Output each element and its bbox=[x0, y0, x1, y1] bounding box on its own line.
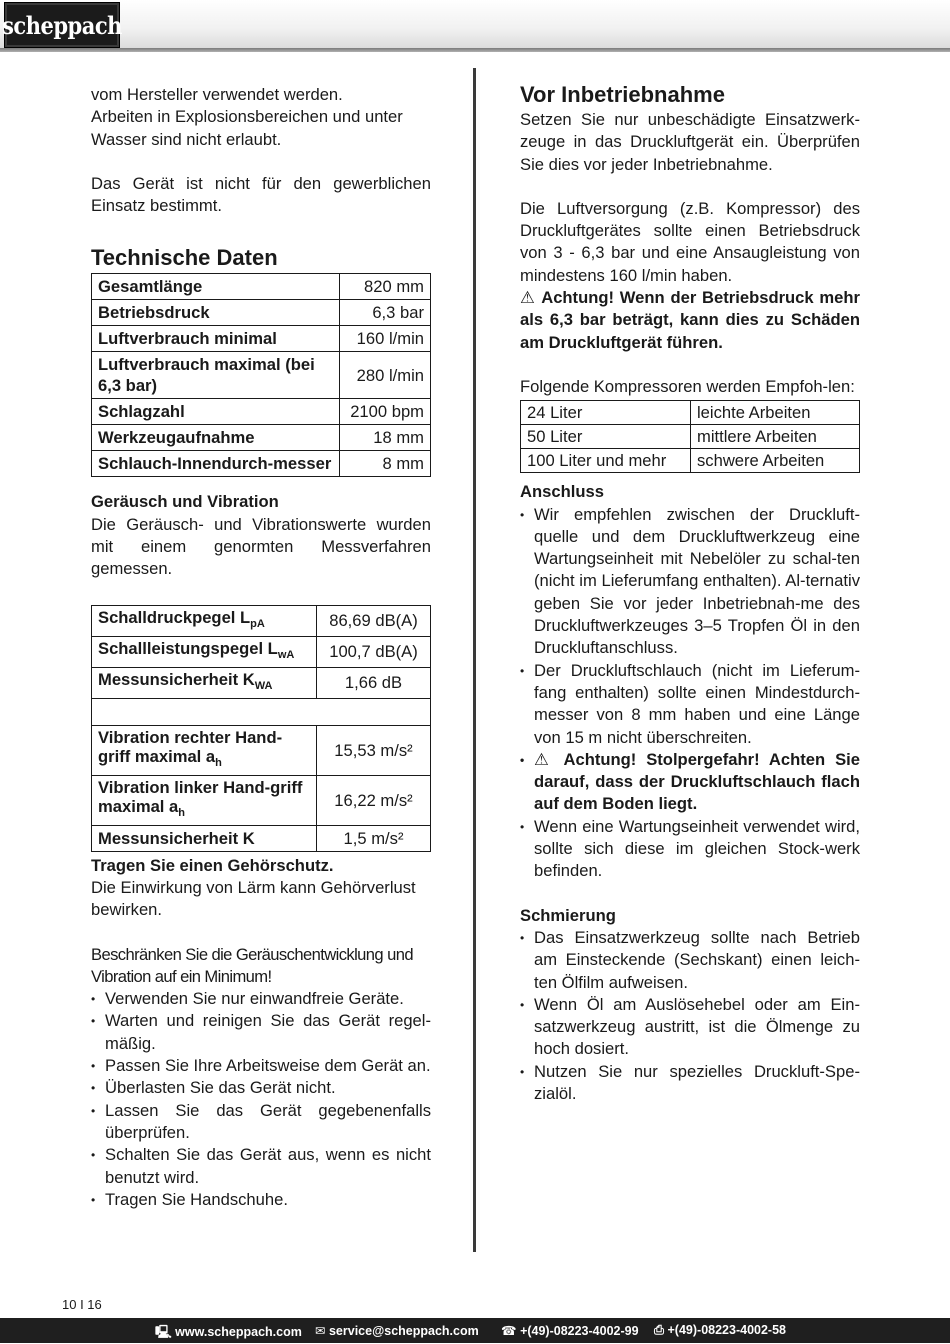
noise-label-text: Vibration rechter Hand-griff maximal a bbox=[98, 727, 283, 766]
compressor-row bbox=[521, 401, 860, 425]
noise-label bbox=[92, 725, 317, 775]
lubrication-item: • Wenn Öl am Auslösehebel oder am Ein-satzwerkzeug austritt, ist die Ölmenge zu hoch dosiert. bbox=[520, 994, 860, 1061]
spec-label: Schlauch-Innendurch-messer bbox=[92, 451, 340, 477]
noise-spacer-row bbox=[92, 698, 431, 725]
compressor-use: mittlere Arbeiten bbox=[691, 425, 860, 449]
noise-label-subscript: wA bbox=[277, 648, 295, 661]
noise-row bbox=[92, 636, 431, 667]
monitor-icon: 🖳 bbox=[155, 1325, 172, 1339]
logo-text: scheppach bbox=[2, 10, 122, 40]
noise-label bbox=[92, 667, 317, 698]
noise-label-text: Messunsicherheit K bbox=[98, 828, 255, 848]
compressor-row bbox=[521, 449, 860, 473]
compressor-intro: Folgende Kompressoren werden Empfoh-len: bbox=[520, 376, 855, 396]
noise-text: Die Geräusch- und Vibrationswerte wurden mit einem genormten Messverfahren gemessen. bbox=[91, 514, 431, 579]
page-number: 10 I 16 bbox=[62, 1297, 102, 1312]
startup-text: Setzen Sie nur unbeschädigte Einsatzwerk-zeuge in das Druckluftgerät ein. Überprüfen Sie dies vor jeder Inbetriebnahme. bbox=[520, 110, 860, 174]
spec-row bbox=[92, 300, 431, 326]
connection-list bbox=[520, 504, 860, 883]
noise-label-subscript: h bbox=[215, 756, 222, 769]
noise-value: 15,53 m/s² bbox=[317, 725, 431, 775]
connection-item: • ⚠ Achtung! Stolpergefahr! Achten Sie darauf, dass der Druckluftschlauch flach auf dem Boden liegt. bbox=[520, 749, 860, 816]
column-divider bbox=[473, 68, 476, 1252]
spec-row bbox=[92, 352, 431, 399]
fax-icon: ⎙ bbox=[654, 1323, 665, 1337]
spec-value: 160 l/min bbox=[340, 326, 431, 352]
compressor-use: leichte Arbeiten bbox=[691, 401, 860, 425]
intro-line: Arbeiten in Explosionsbereichen und unter Wasser sind nicht erlaubt. bbox=[91, 107, 403, 149]
noise-row bbox=[92, 725, 431, 775]
header-rule bbox=[0, 48, 950, 52]
startup-heading: Vor Inbetriebnahme bbox=[520, 82, 725, 107]
footer-web[interactable]: www.scheppach.com bbox=[175, 1325, 302, 1339]
spec-row bbox=[92, 326, 431, 352]
spec-row bbox=[92, 451, 431, 477]
spec-value: 820 mm bbox=[340, 274, 431, 300]
footer-fax: +(49)-08223-4002-58 bbox=[667, 1323, 786, 1337]
left-column bbox=[91, 84, 431, 1211]
compressor-use: schwere Arbeiten bbox=[691, 449, 860, 473]
hearing-text: Die Einwirkung von Lärm kann Gehörverlust bewirken. bbox=[91, 877, 416, 920]
lubrication-item: • Nutzen Sie nur spezielles Druckluft-Spe-zialöl. bbox=[520, 1061, 860, 1106]
spec-label: Luftverbrauch minimal bbox=[92, 326, 340, 352]
limit-item: • Warten und reinigen Sie das Gerät regel-mäßig. bbox=[91, 1010, 431, 1055]
spec-value: 18 mm bbox=[340, 425, 431, 451]
limit-item: • Tragen Sie Handschuhe. bbox=[91, 1189, 431, 1211]
limit-item: • Überlasten Sie das Gerät nicht. bbox=[91, 1077, 431, 1099]
noise-label-subscript: pA bbox=[250, 617, 265, 630]
spec-value: 8 mm bbox=[340, 451, 431, 477]
pressure-warning: ⚠ Achtung! Wenn der Betriebsdruck mehr als 6,3 bar beträgt, kann dies zu Schäden am Druckluftgerät führen. bbox=[520, 288, 860, 352]
spec-value: 6,3 bar bbox=[340, 300, 431, 326]
limit-list bbox=[91, 988, 431, 1211]
compressor-size: 100 Liter und mehr bbox=[521, 449, 691, 473]
compressor-table bbox=[520, 400, 860, 473]
noise-row bbox=[92, 775, 431, 825]
noise-label-text: Vibration linker Hand-griff maximal a bbox=[98, 777, 303, 816]
spec-label: Werkzeugaufnahme bbox=[92, 425, 340, 451]
spec-label: Gesamtlänge bbox=[92, 274, 340, 300]
noise-label-text: Messunsicherheit K bbox=[98, 669, 255, 689]
noise-label-text: Schalldruckpegel L bbox=[98, 607, 251, 627]
noise-value: 16,22 m/s² bbox=[317, 775, 431, 825]
email-item bbox=[315, 1323, 479, 1338]
noise-row bbox=[92, 667, 431, 698]
noise-label-text: Schallleistungspegel L bbox=[98, 638, 278, 658]
mail-icon: ✉ bbox=[315, 1324, 326, 1338]
noise-label bbox=[92, 775, 317, 825]
web-item bbox=[155, 1323, 302, 1344]
noise-heading: Geräusch und Vibration bbox=[91, 492, 279, 512]
lubrication-heading: Schmierung bbox=[520, 905, 616, 925]
noise-row bbox=[92, 825, 431, 851]
phone-icon: ☎ bbox=[501, 1324, 517, 1338]
spec-row bbox=[92, 399, 431, 425]
noise-row bbox=[92, 605, 431, 636]
limit-item: • Verwenden Sie nur einwandfreie Geräte. bbox=[91, 988, 431, 1010]
spec-value: 2100 bpm bbox=[340, 399, 431, 425]
noise-label bbox=[92, 636, 317, 667]
phone-item bbox=[501, 1323, 639, 1338]
right-column bbox=[520, 84, 860, 1105]
spec-table bbox=[91, 273, 431, 477]
noise-table bbox=[91, 605, 431, 852]
lubrication-list bbox=[520, 927, 860, 1105]
compressor-row bbox=[521, 425, 860, 449]
limit-text: Beschränken Sie die Geräuschentwicklung und Vibration auf ein Minimum! bbox=[91, 944, 413, 986]
tech-data-heading: Technische Daten bbox=[91, 245, 278, 271]
empty-cell bbox=[92, 698, 431, 725]
noise-label bbox=[92, 605, 317, 636]
spec-label: Schlagzahl bbox=[92, 399, 340, 425]
hearing-heading: Tragen Sie einen Gehörschutz. bbox=[91, 855, 334, 875]
spec-row bbox=[92, 274, 431, 300]
footer-email[interactable]: service@scheppach.com bbox=[328, 1324, 479, 1338]
noise-value: 1,5 m/s² bbox=[317, 825, 431, 851]
limit-item: • Schalten Sie das Gerät aus, wenn es nicht benutzt wird. bbox=[91, 1144, 431, 1189]
spec-value: 280 l/min bbox=[340, 352, 431, 399]
fax-item bbox=[654, 1323, 786, 1338]
connection-item: • Wenn eine Wartungseinheit verwendet wird, sollte sich diese im gleichen Stock-werk befinden. bbox=[520, 816, 860, 883]
noise-value: 86,69 dB(A) bbox=[317, 605, 431, 636]
limit-item: • Lassen Sie das Gerät gegebenenfalls überprüfen. bbox=[91, 1100, 431, 1145]
noise-label-subscript: WA bbox=[254, 679, 273, 692]
noise-label bbox=[92, 825, 317, 851]
connection-item: • Wir empfehlen zwischen der Druckluft-quelle und dem Druckluftwerkzeug eine Wartungseinheit mit Nebelöler zu schal-ten (nicht im Lieferumfang enthalten). Al-ternativ geben Sie vor jeder Inbetriebnah-me des Druckluftwerkzeuges 3–5 Tropfen Öl in den Druckluftanschluss. bbox=[520, 504, 860, 660]
spec-row bbox=[92, 425, 431, 451]
page-header bbox=[0, 0, 950, 48]
compressor-size: 24 Liter bbox=[521, 401, 691, 425]
noise-value: 1,66 dB bbox=[317, 667, 431, 698]
connection-item: • Der Druckluftschlauch (nicht im Lieferum-fang enthalten) sollte einen Mindestdurch-messer von 8 mm haben und eine Länge von 15 m nicht überschreiten. bbox=[520, 660, 860, 749]
brand-logo bbox=[4, 2, 120, 48]
spec-label: Luftverbrauch maximal (bei 6,3 bar) bbox=[92, 352, 340, 399]
compressor-size: 50 Liter bbox=[521, 425, 691, 449]
intro-line: vom Hersteller verwendet werden. bbox=[91, 85, 343, 104]
connection-heading: Anschluss bbox=[520, 482, 604, 502]
footer-bar bbox=[0, 1318, 950, 1343]
spec-label: Betriebsdruck bbox=[92, 300, 340, 326]
lubrication-item: • Das Einsatzwerkzeug sollte nach Betrieb am Einsteckende (Sechskant) einen leich-ten Ölfilm aufweisen. bbox=[520, 927, 860, 994]
footer-phone: +(49)-08223-4002-99 bbox=[520, 1324, 639, 1338]
noise-label-subscript: h bbox=[178, 806, 185, 819]
air-supply-text: Die Luftversorgung (z.B. Kompressor) des Druckluftgerätes sollte einen Betriebsdruck von 3 - 6,3 bar und eine Ansaugleistung von mindestens 160 l/min haben. bbox=[520, 198, 860, 285]
noise-value: 100,7 dB(A) bbox=[317, 636, 431, 667]
limit-item: • Passen Sie Ihre Arbeitsweise dem Gerät an. bbox=[91, 1055, 431, 1077]
commercial-note: Das Gerät ist nicht für den gewerblichen Einsatz bestimmt. bbox=[91, 173, 431, 216]
